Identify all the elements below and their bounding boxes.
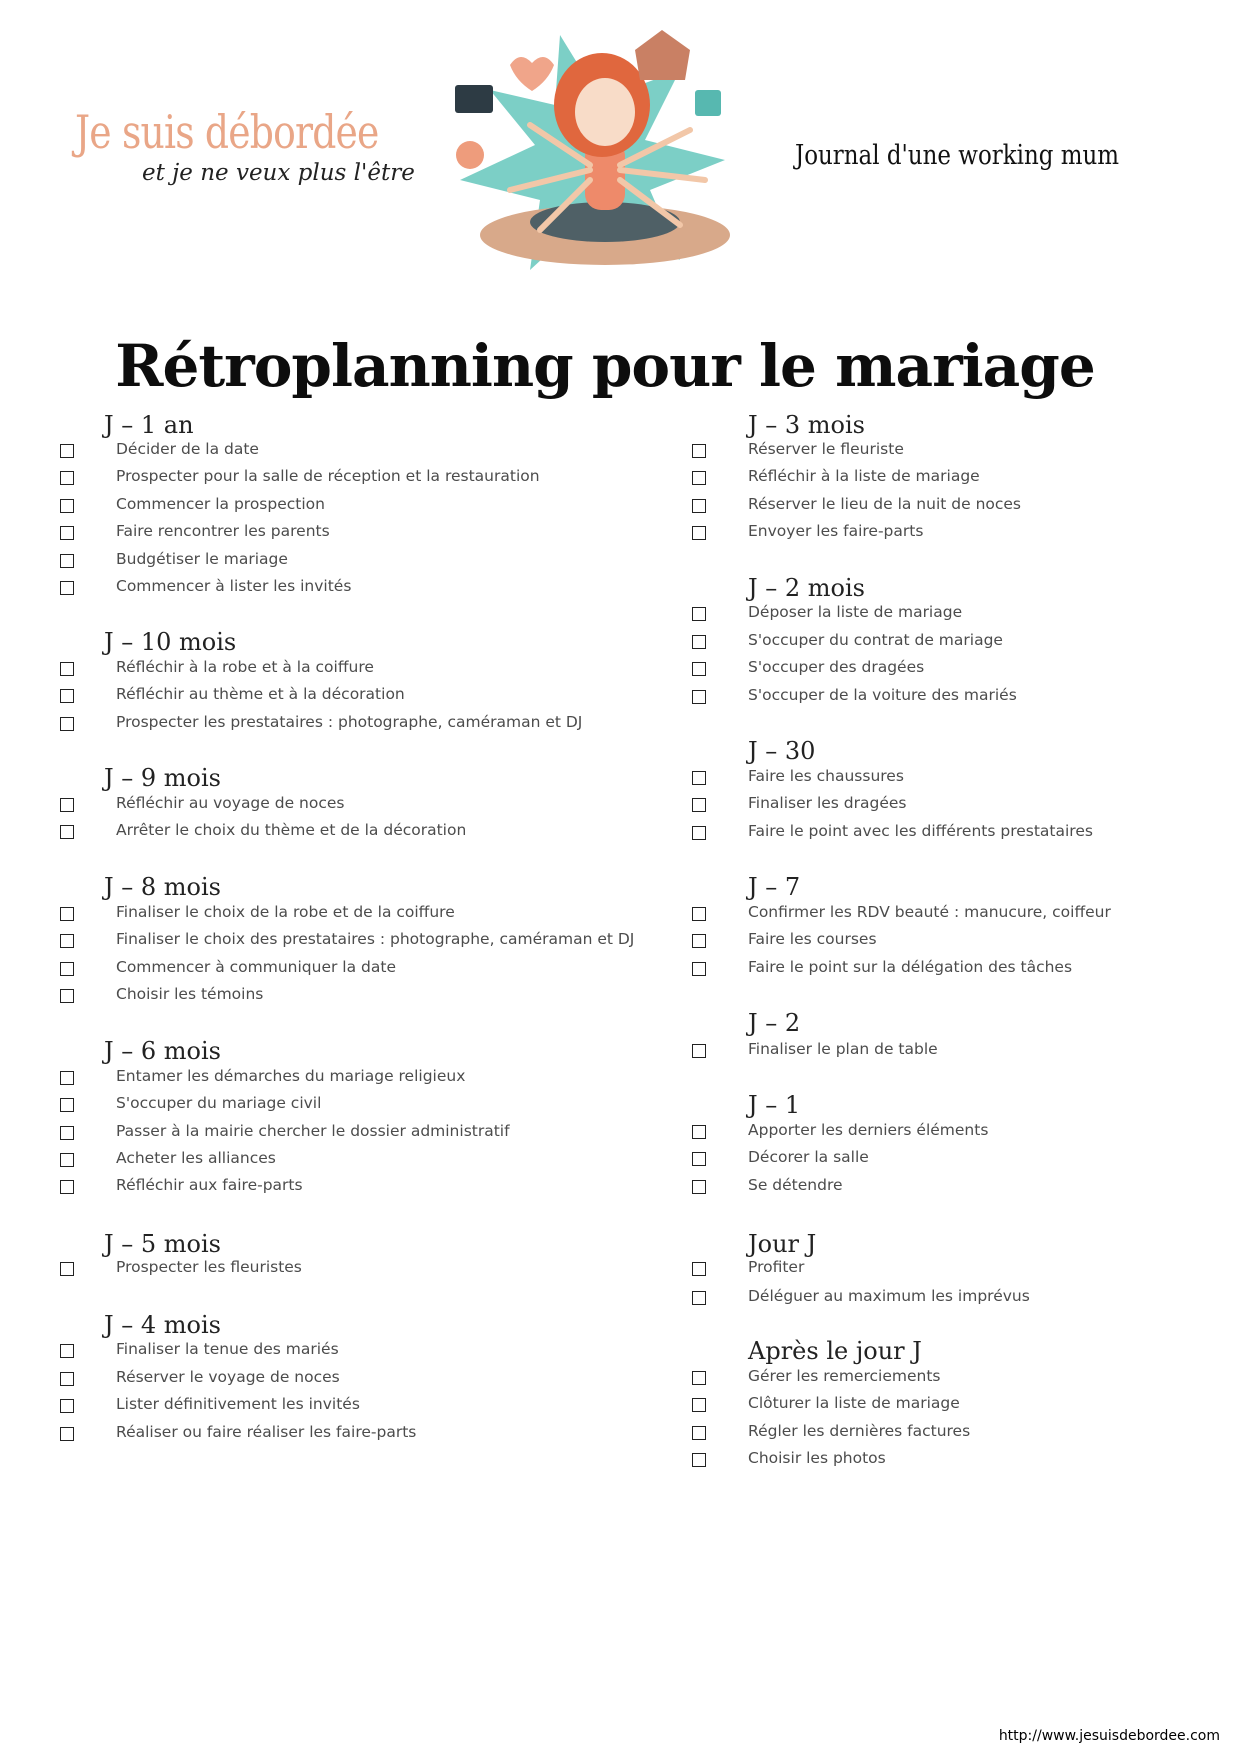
task-item[interactable] — [692, 1388, 1212, 1418]
section-heading: J – 9 mois — [104, 764, 221, 792]
section-heading: J – 8 mois — [104, 873, 221, 901]
task-label: Finaliser le choix de la robe et de la coiffure — [116, 903, 455, 921]
checkbox[interactable] — [60, 471, 74, 485]
face-icon — [575, 78, 635, 146]
checkbox[interactable] — [60, 989, 74, 1003]
task-item[interactable] — [60, 571, 580, 601]
checkbox[interactable] — [692, 471, 706, 485]
task-item[interactable] — [692, 680, 1212, 710]
checkbox[interactable] — [692, 690, 706, 704]
task-item[interactable] — [60, 815, 580, 845]
checkbox[interactable] — [60, 554, 74, 568]
task-item[interactable] — [692, 1361, 1212, 1391]
task-item[interactable] — [60, 1334, 580, 1364]
busy-mum-illustration — [440, 30, 770, 300]
task-item[interactable] — [60, 1170, 580, 1200]
section-heading: J – 5 mois — [104, 1230, 221, 1258]
task-item[interactable] — [60, 979, 580, 1009]
task-label: S'occuper des dragées — [748, 658, 925, 676]
task-item[interactable] — [60, 1061, 580, 1091]
house-icon — [635, 30, 690, 80]
section-heading: J – 2 — [748, 1009, 801, 1037]
task-item[interactable] — [60, 544, 580, 574]
task-item[interactable] — [692, 461, 1212, 491]
task-label: Réserver le fleuriste — [748, 440, 904, 458]
task-item[interactable] — [692, 652, 1212, 682]
task-item[interactable] — [60, 652, 580, 682]
heart-icon — [510, 57, 554, 91]
checkbox[interactable] — [692, 826, 706, 840]
task-item[interactable] — [692, 788, 1212, 818]
task-label: Faire les courses — [748, 930, 877, 948]
task-label: Faire le point sur la délégation des tâches — [748, 958, 1073, 976]
checkbox[interactable] — [692, 662, 706, 676]
bowl-icon — [456, 141, 484, 169]
task-item[interactable] — [692, 1034, 1212, 1064]
brand-title: Je suis débordée — [75, 105, 379, 159]
checkbox[interactable] — [692, 1453, 706, 1467]
task-item[interactable] — [60, 924, 635, 954]
checkbox[interactable] — [60, 825, 74, 839]
checkbox[interactable] — [60, 499, 74, 513]
checkbox[interactable] — [60, 444, 74, 458]
task-item[interactable] — [60, 1143, 580, 1173]
task-label: Réserver le voyage de noces — [116, 1368, 340, 1386]
task-label: S'occuper de la voiture des mariés — [748, 686, 1017, 704]
task-item[interactable] — [692, 516, 1212, 546]
checkbox[interactable] — [692, 1291, 706, 1305]
task-label: Finaliser le choix des prestataires : photographe, caméraman et DJ — [116, 930, 635, 948]
task-label: Budgétiser le mariage — [116, 550, 288, 568]
section-heading: J – 30 — [748, 737, 816, 765]
cup-icon — [695, 90, 721, 116]
task-item[interactable] — [692, 816, 1212, 846]
task-label: Envoyer les faire-parts — [748, 522, 924, 540]
checkbox[interactable] — [60, 1372, 74, 1386]
checkbox[interactable] — [60, 1262, 74, 1276]
task-label: Réfléchir à la liste de mariage — [748, 467, 980, 485]
task-label: Régler les dernières factures — [748, 1422, 971, 1440]
checkbox[interactable] — [60, 662, 74, 676]
task-item[interactable] — [60, 952, 580, 982]
task-item[interactable] — [692, 1443, 1212, 1473]
task-item[interactable] — [60, 1389, 580, 1419]
footer-url[interactable]: http://www.jesuisdebordee.com — [998, 1728, 1220, 1744]
section-heading: J – 2 mois — [748, 574, 865, 602]
task-label: Prospecter les prestataires : photographe, caméraman et DJ — [116, 713, 583, 731]
task-item[interactable] — [692, 1115, 1212, 1145]
checkbox[interactable] — [692, 962, 706, 976]
task-item[interactable] — [60, 434, 580, 464]
task-item[interactable] — [60, 461, 580, 491]
checkbox[interactable] — [60, 1098, 74, 1112]
section-heading: Jour J — [748, 1230, 817, 1258]
task-label: Gérer les remerciements — [748, 1367, 941, 1385]
task-label: Finaliser le plan de table — [748, 1040, 938, 1058]
brand-tagline: et je ne veux plus l'être — [142, 160, 415, 186]
task-label: Déposer la liste de mariage — [748, 603, 963, 621]
task-label: Réfléchir à la robe et à la coiffure — [116, 658, 374, 676]
task-item[interactable] — [60, 516, 580, 546]
checkbox[interactable] — [60, 1427, 74, 1441]
journal-subtitle: Journal d'une working mum — [795, 140, 1120, 171]
task-item[interactable] — [60, 1417, 580, 1447]
task-item[interactable] — [60, 1252, 580, 1282]
checkbox[interactable] — [692, 1180, 706, 1194]
task-label: Lister définitivement les invités — [116, 1395, 360, 1413]
checkbox[interactable] — [692, 1371, 706, 1385]
task-item[interactable] — [60, 679, 580, 709]
section-heading: J – 4 mois — [104, 1311, 221, 1339]
laptop-icon — [455, 85, 493, 113]
task-label: Décider de la date — [116, 440, 259, 458]
checkbox[interactable] — [60, 1180, 74, 1194]
checkbox[interactable] — [692, 1044, 706, 1058]
section-heading: J – 3 mois — [748, 411, 865, 439]
task-label: Se détendre — [748, 1176, 843, 1194]
checkbox[interactable] — [692, 607, 706, 621]
task-label: Finaliser la tenue des mariés — [116, 1340, 339, 1358]
checkbox[interactable] — [60, 907, 74, 921]
task-item[interactable] — [60, 1116, 580, 1146]
task-item[interactable] — [692, 1416, 1212, 1446]
checkbox[interactable] — [60, 1399, 74, 1413]
task-item[interactable] — [60, 1362, 580, 1392]
checkbox[interactable] — [692, 1426, 706, 1440]
task-label: Déléguer au maximum les imprévus — [748, 1287, 1030, 1305]
task-item[interactable] — [692, 1281, 1212, 1311]
task-label: S'occuper du contrat de mariage — [748, 631, 1003, 649]
checkbox[interactable] — [692, 1125, 706, 1139]
task-label: Profiter — [748, 1258, 805, 1276]
task-label: Commencer à communiquer la date — [116, 958, 396, 976]
checkbox[interactable] — [60, 962, 74, 976]
checkbox[interactable] — [60, 934, 74, 948]
section-heading: J – 10 mois — [104, 628, 237, 656]
task-item[interactable] — [692, 597, 1212, 627]
task-label: Clôturer la liste de mariage — [748, 1394, 960, 1412]
task-item[interactable] — [60, 1088, 580, 1118]
task-label: Réaliser ou faire réaliser les faire-parts — [116, 1423, 417, 1441]
checkbox[interactable] — [692, 635, 706, 649]
checkbox[interactable] — [692, 444, 706, 458]
task-label: Confirmer les RDV beauté : manucure, coiffeur — [748, 903, 1111, 921]
task-label: Entamer les démarches du mariage religieux — [116, 1067, 466, 1085]
checkbox[interactable] — [692, 934, 706, 948]
task-label: Passer à la mairie chercher le dossier administratif — [116, 1122, 510, 1140]
section-heading: J – 1 an — [104, 411, 194, 439]
task-label: Choisir les témoins — [116, 985, 264, 1003]
checkbox[interactable] — [692, 798, 706, 812]
checkbox[interactable] — [60, 798, 74, 812]
task-item[interactable] — [692, 1142, 1212, 1172]
task-label: Commencer à lister les invités — [116, 577, 352, 595]
page-title: Rétroplanning pour le mariage — [115, 332, 1095, 400]
task-item[interactable] — [60, 707, 583, 737]
checkbox[interactable] — [60, 689, 74, 703]
task-item[interactable] — [692, 952, 1212, 982]
task-label: Réfléchir aux faire-parts — [116, 1176, 303, 1194]
checkbox[interactable] — [60, 581, 74, 595]
checkbox[interactable] — [60, 526, 74, 540]
task-label: Apporter les derniers éléments — [748, 1121, 989, 1139]
checkbox[interactable] — [692, 499, 706, 513]
section-heading: J – 7 — [748, 873, 801, 901]
task-label: Décorer la salle — [748, 1148, 869, 1166]
task-label: Faire le point avec les différents prestataires — [748, 822, 1093, 840]
header-banner — [50, 30, 1140, 290]
task-label: Faire les chaussures — [748, 767, 904, 785]
task-label: S'occuper du mariage civil — [116, 1094, 322, 1112]
section-heading: J – 6 mois — [104, 1037, 221, 1065]
task-label: Arrêter le choix du thème et de la décoration — [116, 821, 467, 839]
checkbox[interactable] — [60, 1126, 74, 1140]
task-item[interactable] — [692, 1170, 1212, 1200]
checkbox[interactable] — [692, 1398, 706, 1412]
task-label: Commencer la prospection — [116, 495, 325, 513]
checkbox[interactable] — [60, 1071, 74, 1085]
task-item[interactable] — [692, 434, 1212, 464]
checkbox[interactable] — [692, 771, 706, 785]
task-label: Choisir les photos — [748, 1449, 886, 1467]
section-heading: Après le jour J — [748, 1337, 922, 1365]
task-item[interactable] — [60, 489, 580, 519]
task-item[interactable] — [692, 1252, 1212, 1282]
checkbox[interactable] — [60, 1153, 74, 1167]
task-label: Réfléchir au voyage de noces — [116, 794, 345, 812]
checkbox[interactable] — [692, 1262, 706, 1276]
task-item[interactable] — [692, 897, 1212, 927]
task-label: Faire rencontrer les parents — [116, 522, 330, 540]
task-label: Finaliser les dragées — [748, 794, 907, 812]
task-label: Prospecter les fleuristes — [116, 1258, 302, 1276]
task-label: Réserver le lieu de la nuit de noces — [748, 495, 1022, 513]
checkbox[interactable] — [60, 717, 74, 731]
task-item[interactable] — [692, 489, 1212, 519]
task-item[interactable] — [60, 788, 580, 818]
checkbox[interactable] — [692, 1152, 706, 1166]
task-label: Prospecter pour la salle de réception et la restauration — [116, 467, 540, 485]
section-heading: J – 1 — [748, 1091, 801, 1119]
checkbox[interactable] — [692, 526, 706, 540]
task-item[interactable] — [692, 924, 1212, 954]
checkbox[interactable] — [60, 1344, 74, 1358]
task-label: Acheter les alliances — [116, 1149, 276, 1167]
task-item[interactable] — [692, 761, 1212, 791]
task-item[interactable] — [692, 625, 1212, 655]
checkbox[interactable] — [692, 907, 706, 921]
task-item[interactable] — [60, 897, 580, 927]
task-label: Réfléchir au thème et à la décoration — [116, 685, 405, 703]
